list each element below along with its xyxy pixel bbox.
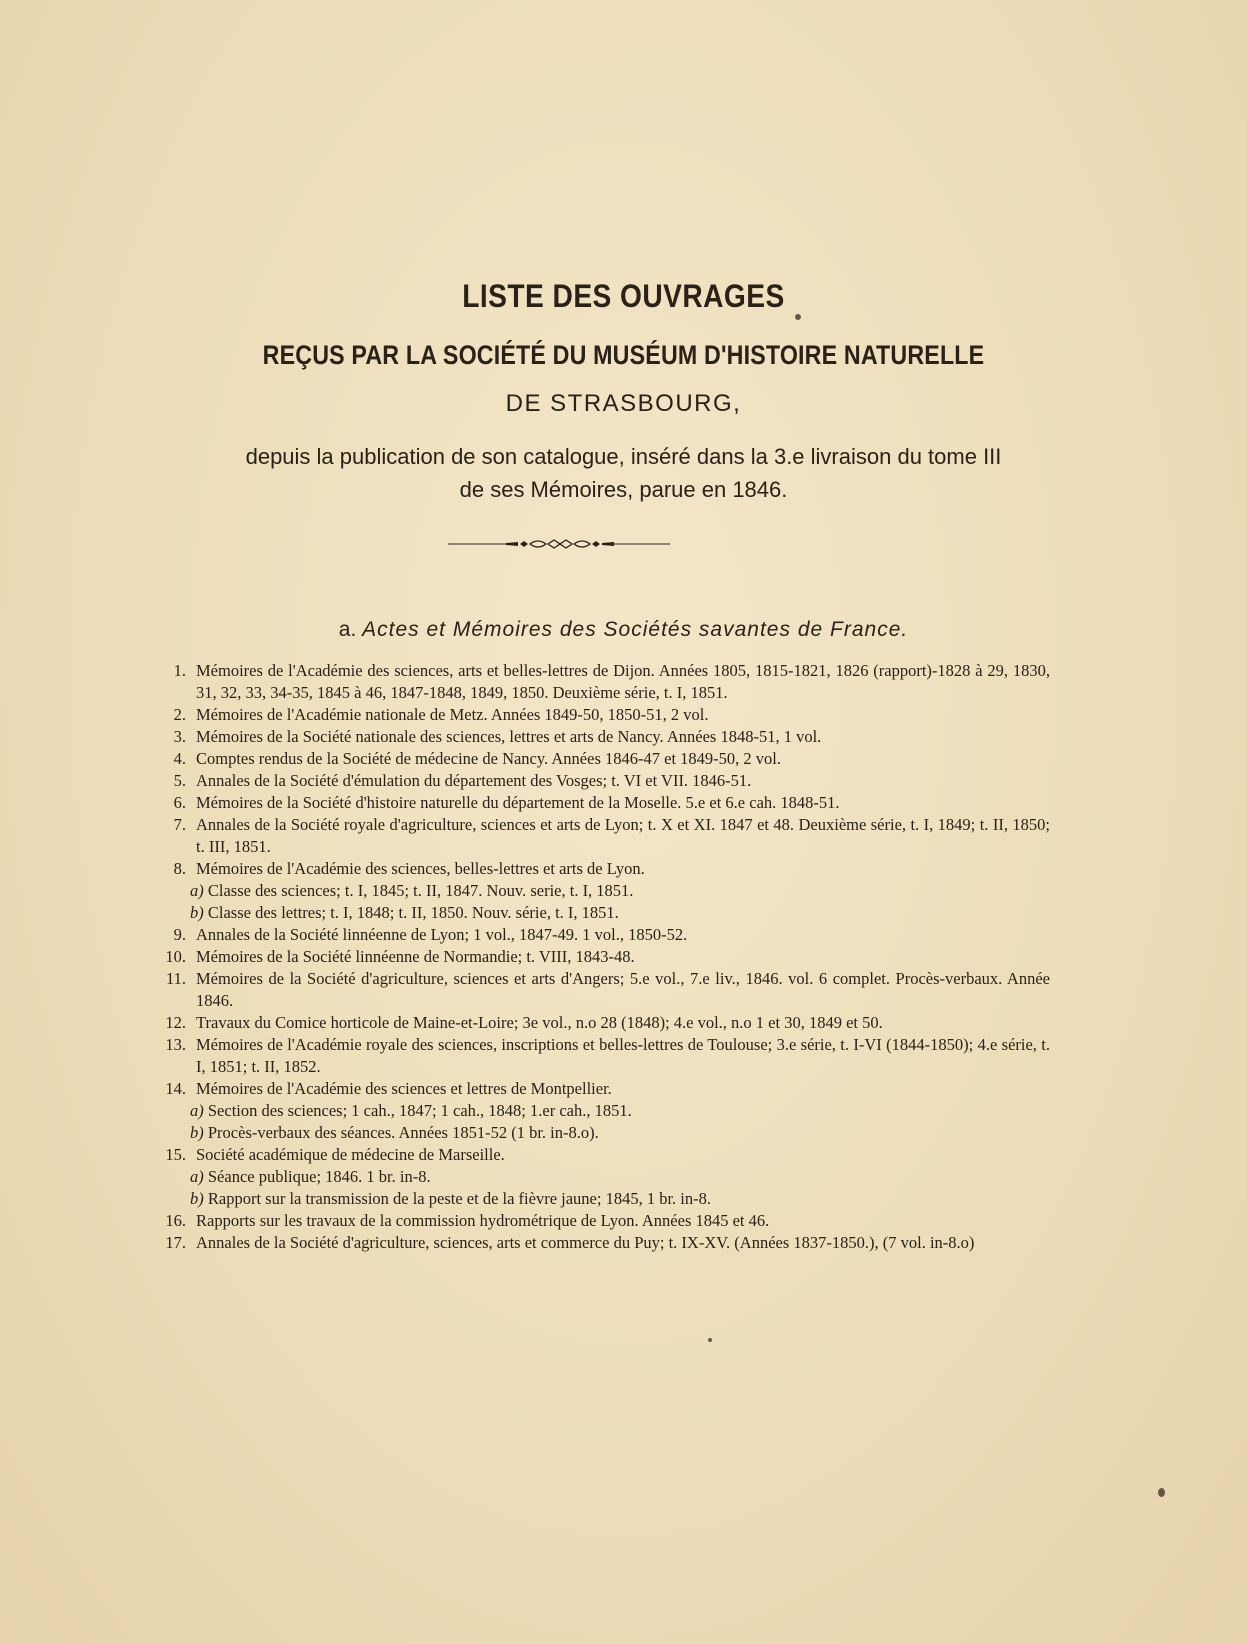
list-item [150,704,1050,726]
sub-entry-letter: a) [190,1101,204,1120]
list-item [150,968,1050,1012]
entry-number: 16. [165,1211,186,1230]
list-item [150,1012,1050,1034]
entry-text: Classe des sciences; t. I, 1845; t. II, 1847. Nouv. serie, t. I, 1851. [207,881,634,900]
entry-text: Annales de la Société linnéenne de Lyon; 1 vol., 1847-49. 1 vol., 1850-52. [196,925,688,944]
section-title: Actes et Mémoires des Sociétés savantes de France. [362,618,909,641]
list-item [150,660,1050,704]
sub-list-item [150,1166,1050,1188]
list-item [150,770,1050,792]
page-subtitle-city: DE STRASBOURG, [505,390,742,417]
ink-spot [708,1338,712,1342]
entry-text: Mémoires de la Société d'histoire naturelle du département de la Moselle. 5.e et 6.e cah. 1848-51. [196,793,840,812]
ornament-divider [448,538,670,550]
list-item [150,924,1050,946]
entry-text: Rapport sur la transmission de la peste et de la fièvre jaune; 1845, 1 br. in-8. [207,1189,711,1208]
ink-spot [1158,1488,1165,1497]
sub-entry-letter: a) [190,881,204,900]
page-title: LISTE DES OUVRAGES [462,278,785,314]
entry-text: Rapports sur les travaux de la commission hydrométrique de Lyon. Années 1845 et 46. [196,1211,770,1230]
list-item [150,1232,1050,1254]
entries-list [150,660,1050,1254]
entry-number: 3. [173,727,186,746]
entry-text: Annales de la Société d'agriculture, sciences, arts et commerce du Puy; t. IX-XV. (Années 1837-1850.), (7 vol. in-8.o) [196,1233,975,1252]
sub-list-item [150,1122,1050,1144]
list-item [150,858,1050,880]
entry-text: Mémoires de la Société linnéenne de Normandie; t. VIII, 1843-48. [196,947,635,966]
list-item [150,726,1050,748]
sub-list-item [150,1100,1050,1122]
entry-number: 2. [173,705,186,724]
entry-number: 15. [165,1145,186,1164]
sub-entry-letter: b) [190,1189,204,1208]
entry-number: 6. [173,793,186,812]
entry-text: Classe des lettres; t. I, 1848; t. II, 1850. Nouv. série, t. I, 1851. [207,903,619,922]
entry-text: Mémoires de l'Académie nationale de Metz. Années 1849-50, 1850-51, 2 vol. [196,705,709,724]
entry-number: 8. [173,859,186,878]
list-item [150,748,1050,770]
list-item [150,1034,1050,1078]
ink-spot [795,314,801,320]
section-letter: a. [338,618,357,641]
sub-entry-letter: b) [190,1123,204,1142]
entry-text: Mémoires de la Société d'agriculture, sciences et arts d'Angers; 5.e vol., 7.e liv., 1846. vol. 6 complet. Procès-verbaux. Année 1846. [196,969,1050,1010]
entry-text: Séance publique; 1846. 1 br. in-8. [207,1167,431,1186]
entry-number: 1. [173,661,186,680]
entry-number: 4. [173,749,186,768]
entry-number: 11. [165,969,186,988]
entry-text: Annales de la Société d'émulation du département des Vosges; t. VI et VII. 1846-51. [196,771,752,790]
list-item [150,814,1050,858]
list-item [150,1210,1050,1232]
entry-text: Société académique de médecine de Marseille. [196,1145,505,1164]
entry-text: Mémoires de la Société nationale des sciences, lettres et arts de Nancy. Années 1848-51, 1 vol. [196,727,822,746]
intro-line-1: depuis la publication de son catalogue, inséré dans la 3.e livraison du tome III [245,444,1002,469]
sub-list-item [150,1188,1050,1210]
list-item [150,946,1050,968]
intro-line-2: de ses Mémoires, parue en 1846. [459,477,788,502]
list-item [150,792,1050,814]
entry-number: 13. [165,1035,186,1054]
entry-text: Mémoires de l'Académie des sciences et lettres de Montpellier. [196,1079,612,1098]
intro-paragraph [150,440,1097,506]
sub-list-item [150,880,1050,902]
sub-entry-letter: b) [190,903,204,922]
entry-text: Procès-verbaux des séances. Années 1851-52 (1 br. in-8.o). [207,1123,599,1142]
entry-text: Mémoires de l'Académie des sciences, belles-lettres et arts de Lyon. [196,859,645,878]
entry-number: 9. [173,925,186,944]
section-heading [0,618,1247,642]
entry-number: 17. [165,1233,186,1252]
list-item [150,1144,1050,1166]
entry-text: Travaux du Comice horticole de Maine-et-Loire; 3e vol., n.o 28 (1848); 4.e vol., n.o 1 et 30, 1849 et 50. [196,1013,883,1032]
entry-number: 12. [165,1013,186,1032]
sub-list-item [150,902,1050,924]
entry-number: 7. [173,815,186,834]
sub-entry-letter: a) [190,1167,204,1186]
page-subtitle: REÇUS PAR LA SOCIÉTÉ DU MUSÉUM D'HISTOIRE NATURELLE [262,340,985,370]
list-item [150,1078,1050,1100]
entry-number: 5. [173,771,186,790]
entry-number: 10. [165,947,186,966]
entry-text: Comptes rendus de la Société de médecine de Nancy. Années 1846-47 et 1849-50, 2 vol. [196,749,781,768]
entry-text: Section des sciences; 1 cah., 1847; 1 cah., 1848; 1.er cah., 1851. [207,1101,632,1120]
entry-text: Mémoires de l'Académie des sciences, arts et belles-lettres de Dijon. Années 1805, 1815-1821, 1826 (rapport)-1828 à 29, 1830, 31, 32, 33, 34-35, 1845 à 46, 1847-1848, 1849, 1850. Deuxième série, t. I, 1851. [196,661,1050,702]
entry-number: 14. [165,1079,186,1098]
entry-text: Annales de la Société royale d'agriculture, sciences et arts de Lyon; t. X et XI. 1847 et 48. Deuxième série, t. I, 1849; t. II, 1850; t. III, 1851. [196,815,1050,856]
entry-text: Mémoires de l'Académie royale des sciences, inscriptions et belles-lettres de Toulouse; 3.e série, t. I-VI (1844-1850); 4.e série, t. I, 1851; t. II, 1852. [196,1035,1050,1076]
